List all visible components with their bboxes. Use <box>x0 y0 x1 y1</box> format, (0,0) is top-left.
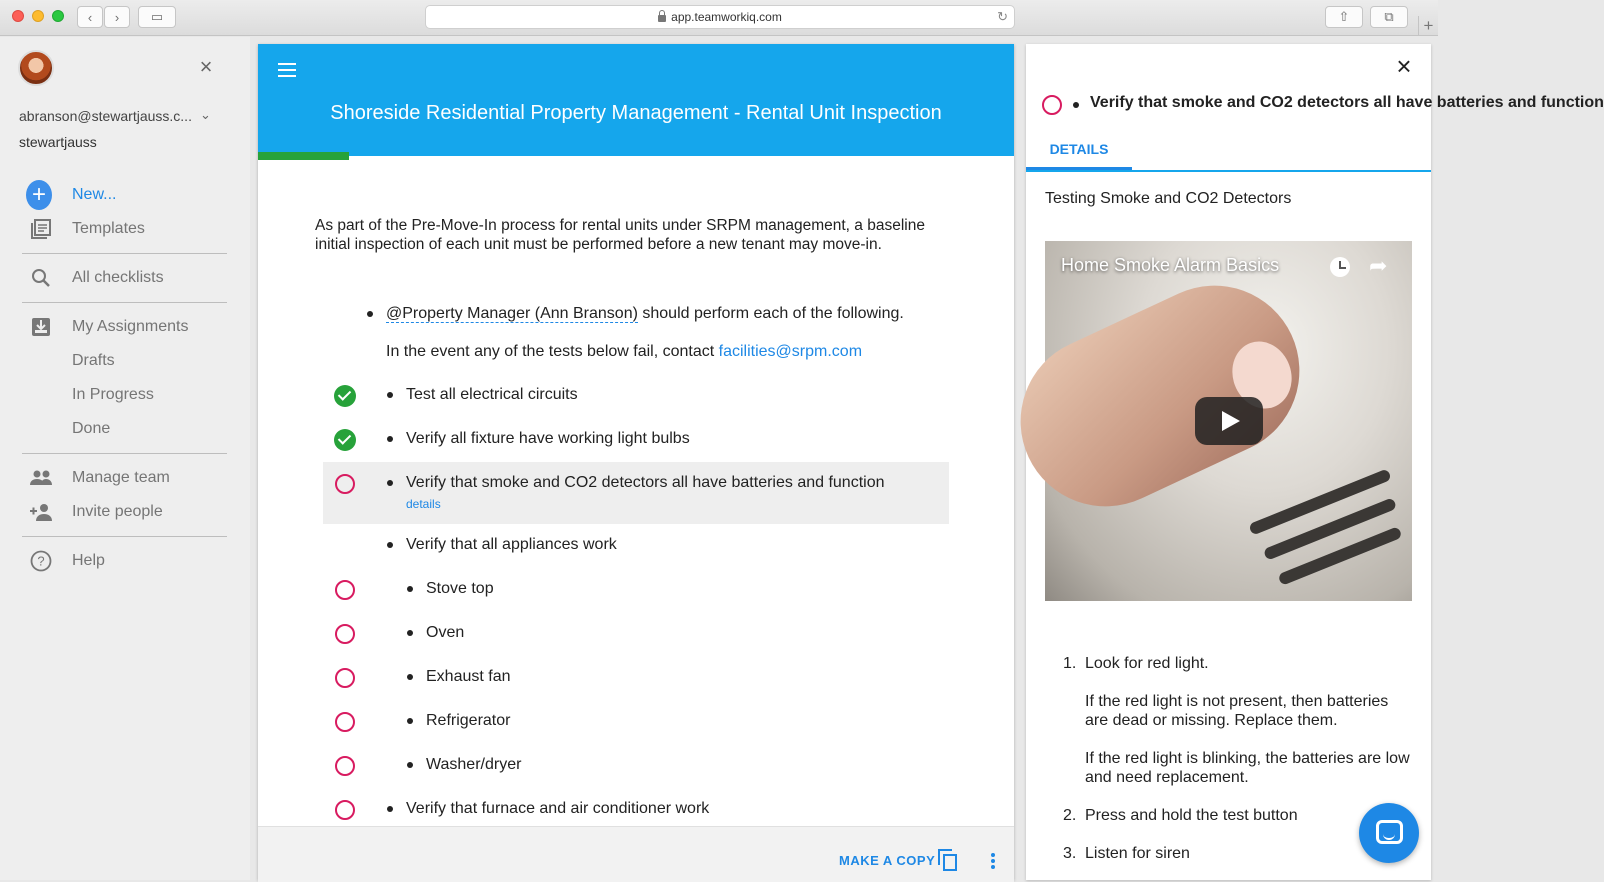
list-item[interactable]: Stove top <box>426 580 494 597</box>
bullet <box>407 586 413 592</box>
list-item[interactable]: Exhaust fan <box>426 668 511 685</box>
bullet <box>367 311 373 317</box>
step-text: If the red light is not present, then batteries are dead or missing. Replace them. <box>1085 693 1389 729</box>
assignee-mention[interactable]: @Property Manager (Ann Branson) <box>386 305 638 322</box>
sidebar-item-done[interactable] <box>0 414 250 444</box>
templates-icon <box>30 218 52 240</box>
play-icon[interactable] <box>1195 397 1263 445</box>
sidebar-item-all-checklists[interactable] <box>0 263 250 293</box>
sidebar-item-label: All checklists <box>72 269 164 286</box>
contact-email-link[interactable]: facilities@srpm.com <box>718 343 863 360</box>
sidebar <box>0 37 250 880</box>
page-title: Shoreside Residential Property Management - Rental Unit Inspection <box>330 102 942 124</box>
help-icon <box>30 550 52 572</box>
sidebar-item-invite-people[interactable] <box>0 497 250 527</box>
sidebar-item-label: New... <box>72 186 117 203</box>
step-text: Listen for siren <box>1085 845 1190 862</box>
sidebar-toggle-button[interactable] <box>138 6 176 28</box>
video-title[interactable]: Home Smoke Alarm Basics <box>1061 255 1280 275</box>
step-text: If the red light is blinking, the batteries are low and need replacement. <box>1085 750 1410 786</box>
checklist-panel <box>258 44 1014 880</box>
list-item[interactable]: Oven <box>426 624 465 641</box>
checkbox[interactable] <box>335 580 355 600</box>
list-item[interactable]: Verify that all appliances work <box>406 536 617 553</box>
tab-underline <box>1026 170 1431 172</box>
checkbox[interactable] <box>335 624 355 644</box>
avatar[interactable] <box>18 50 54 86</box>
browser-toolbar <box>0 0 1438 36</box>
list-item[interactable]: Test all electrical circuits <box>406 386 578 403</box>
checkbox[interactable] <box>335 756 355 776</box>
sidebar-item-new[interactable] <box>0 180 250 210</box>
plus-icon: + <box>30 184 52 206</box>
sidebar-divider <box>22 536 227 537</box>
svg-text:?: ? <box>37 553 45 569</box>
sidebar-divider <box>22 253 227 254</box>
detail-subtitle: Testing Smoke and CO2 Detectors <box>1045 190 1292 207</box>
check-icon[interactable] <box>334 429 356 451</box>
sidebar-divider <box>22 453 227 454</box>
address-text: app.teamworkiq.com <box>671 10 782 24</box>
window-close-button[interactable] <box>12 10 24 22</box>
list-item[interactable]: Refrigerator <box>426 712 511 729</box>
address-bar[interactable] <box>425 5 1015 29</box>
bullet <box>407 674 413 680</box>
account-email[interactable]: abranson@stewartjauss.c... <box>19 108 192 124</box>
intro-text: As part of the Pre-Move-In process for rental units under SRPM management, a baseline initial inspection of each unit must be performed before a new tenant may move-in. <box>315 217 925 253</box>
bullet <box>387 806 393 812</box>
chevron-down-icon[interactable]: ⌄ <box>200 107 211 122</box>
org-name: stewartjauss <box>19 134 97 150</box>
plus-icon: + <box>1423 16 1434 35</box>
copy-icon[interactable] <box>938 849 958 871</box>
lock-icon <box>658 15 666 22</box>
contact-line <box>386 343 862 361</box>
sidebar-item-help[interactable] <box>0 546 250 576</box>
back-button[interactable] <box>77 6 103 28</box>
sidebar-item-label: Done <box>72 420 111 437</box>
menu-icon[interactable] <box>278 63 296 77</box>
tabs-icon: ⧉ <box>1384 9 1394 24</box>
video-player[interactable] <box>1045 241 1412 601</box>
assignee-line <box>386 305 904 323</box>
clock-icon[interactable] <box>1330 257 1350 277</box>
list-item[interactable]: Verify that furnace and air conditioner work <box>406 800 710 817</box>
sidebar-divider <box>22 302 227 303</box>
step-number: 1. <box>1063 655 1077 672</box>
chevron-right-icon: › <box>114 9 120 25</box>
chat-launcher-button[interactable] <box>1359 803 1419 863</box>
detail-panel <box>1026 44 1604 880</box>
sidebar-item-label: Invite people <box>72 503 163 520</box>
checkbox[interactable] <box>335 712 355 732</box>
list-item[interactable]: Verify that smoke and CO2 detectors all have batteries and function <box>406 474 885 491</box>
sidebar-item-label: Templates <box>72 220 145 237</box>
bullet <box>1073 102 1079 108</box>
checklist-footer <box>258 826 1014 882</box>
more-vert-icon[interactable] <box>991 853 995 869</box>
step-text: Press and hold the test button <box>1085 807 1298 824</box>
window-zoom-button[interactable] <box>52 10 64 22</box>
check-icon[interactable] <box>334 385 356 407</box>
new-tab-button[interactable] <box>1418 16 1438 36</box>
reload-icon[interactable]: ↻ <box>997 9 1008 24</box>
list-item <box>1063 654 1413 787</box>
bullet <box>407 718 413 724</box>
progress-bar <box>258 152 349 160</box>
bullet <box>387 436 393 442</box>
share-icon[interactable]: ➦ <box>1369 253 1388 278</box>
step-number: 2. <box>1063 807 1077 824</box>
share-icon: ⇧ <box>1338 9 1350 24</box>
checklist-header <box>258 44 1014 156</box>
search-icon <box>30 267 52 289</box>
sidebar-item-label: Drafts <box>72 352 115 369</box>
list-item[interactable]: Washer/dryer <box>426 756 522 773</box>
sidebar-icon: ▭ <box>150 9 164 24</box>
list-item[interactable]: Verify all fixture have working light bulbs <box>406 430 690 447</box>
sidebar-item-drafts[interactable] <box>0 346 250 376</box>
selected-row-highlight <box>323 462 949 524</box>
sidebar-item-label: Help <box>72 552 105 569</box>
share-button[interactable] <box>1325 6 1363 28</box>
bullet <box>407 630 413 636</box>
checkbox[interactable] <box>335 668 355 688</box>
details-link[interactable]: details <box>406 497 441 511</box>
chat-icon <box>1376 820 1403 844</box>
team-icon <box>30 467 52 489</box>
sidebar-item-label: My Assignments <box>72 318 189 335</box>
close-icon[interactable]: × <box>199 54 213 79</box>
sidebar-item-manage-team[interactable] <box>0 463 250 493</box>
checkbox[interactable] <box>335 800 355 820</box>
sidebar-item-templates[interactable] <box>0 214 250 244</box>
chevron-left-icon: ‹ <box>87 9 93 25</box>
detail-title: Verify that smoke and CO2 detectors all have batteries and function <box>1090 94 1604 111</box>
sidebar-item-label: In Progress <box>72 386 154 403</box>
sidebar-item-label: Manage team <box>72 469 170 486</box>
window-minimize-button[interactable] <box>32 10 44 22</box>
invite-icon <box>30 501 52 523</box>
bullet <box>387 392 393 398</box>
bullet <box>387 480 393 486</box>
sidebar-item-in-progress[interactable] <box>0 380 250 410</box>
assignee-rest: should perform each of the following. <box>637 305 904 322</box>
bullet <box>407 762 413 768</box>
list-item <box>1063 844 1413 863</box>
contact-prefix: In the event any of the tests below fail, contact <box>386 343 719 360</box>
tab-details[interactable]: DETAILS <box>1026 134 1132 170</box>
step-text: Look for red light. <box>1085 655 1209 672</box>
assignments-icon <box>30 316 52 338</box>
bullet <box>387 542 393 548</box>
sidebar-item-my-assignments[interactable] <box>0 312 250 342</box>
video-frame-detail <box>1263 497 1397 561</box>
checkbox[interactable] <box>335 474 355 494</box>
tabs-button[interactable] <box>1370 6 1408 28</box>
close-icon[interactable]: × <box>1396 51 1412 81</box>
step-number: 3. <box>1063 845 1077 862</box>
make-copy-button[interactable]: MAKE A COPY <box>839 853 936 868</box>
steps-list <box>1063 654 1413 882</box>
forward-button[interactable] <box>104 6 130 28</box>
checkbox[interactable] <box>1042 95 1062 115</box>
